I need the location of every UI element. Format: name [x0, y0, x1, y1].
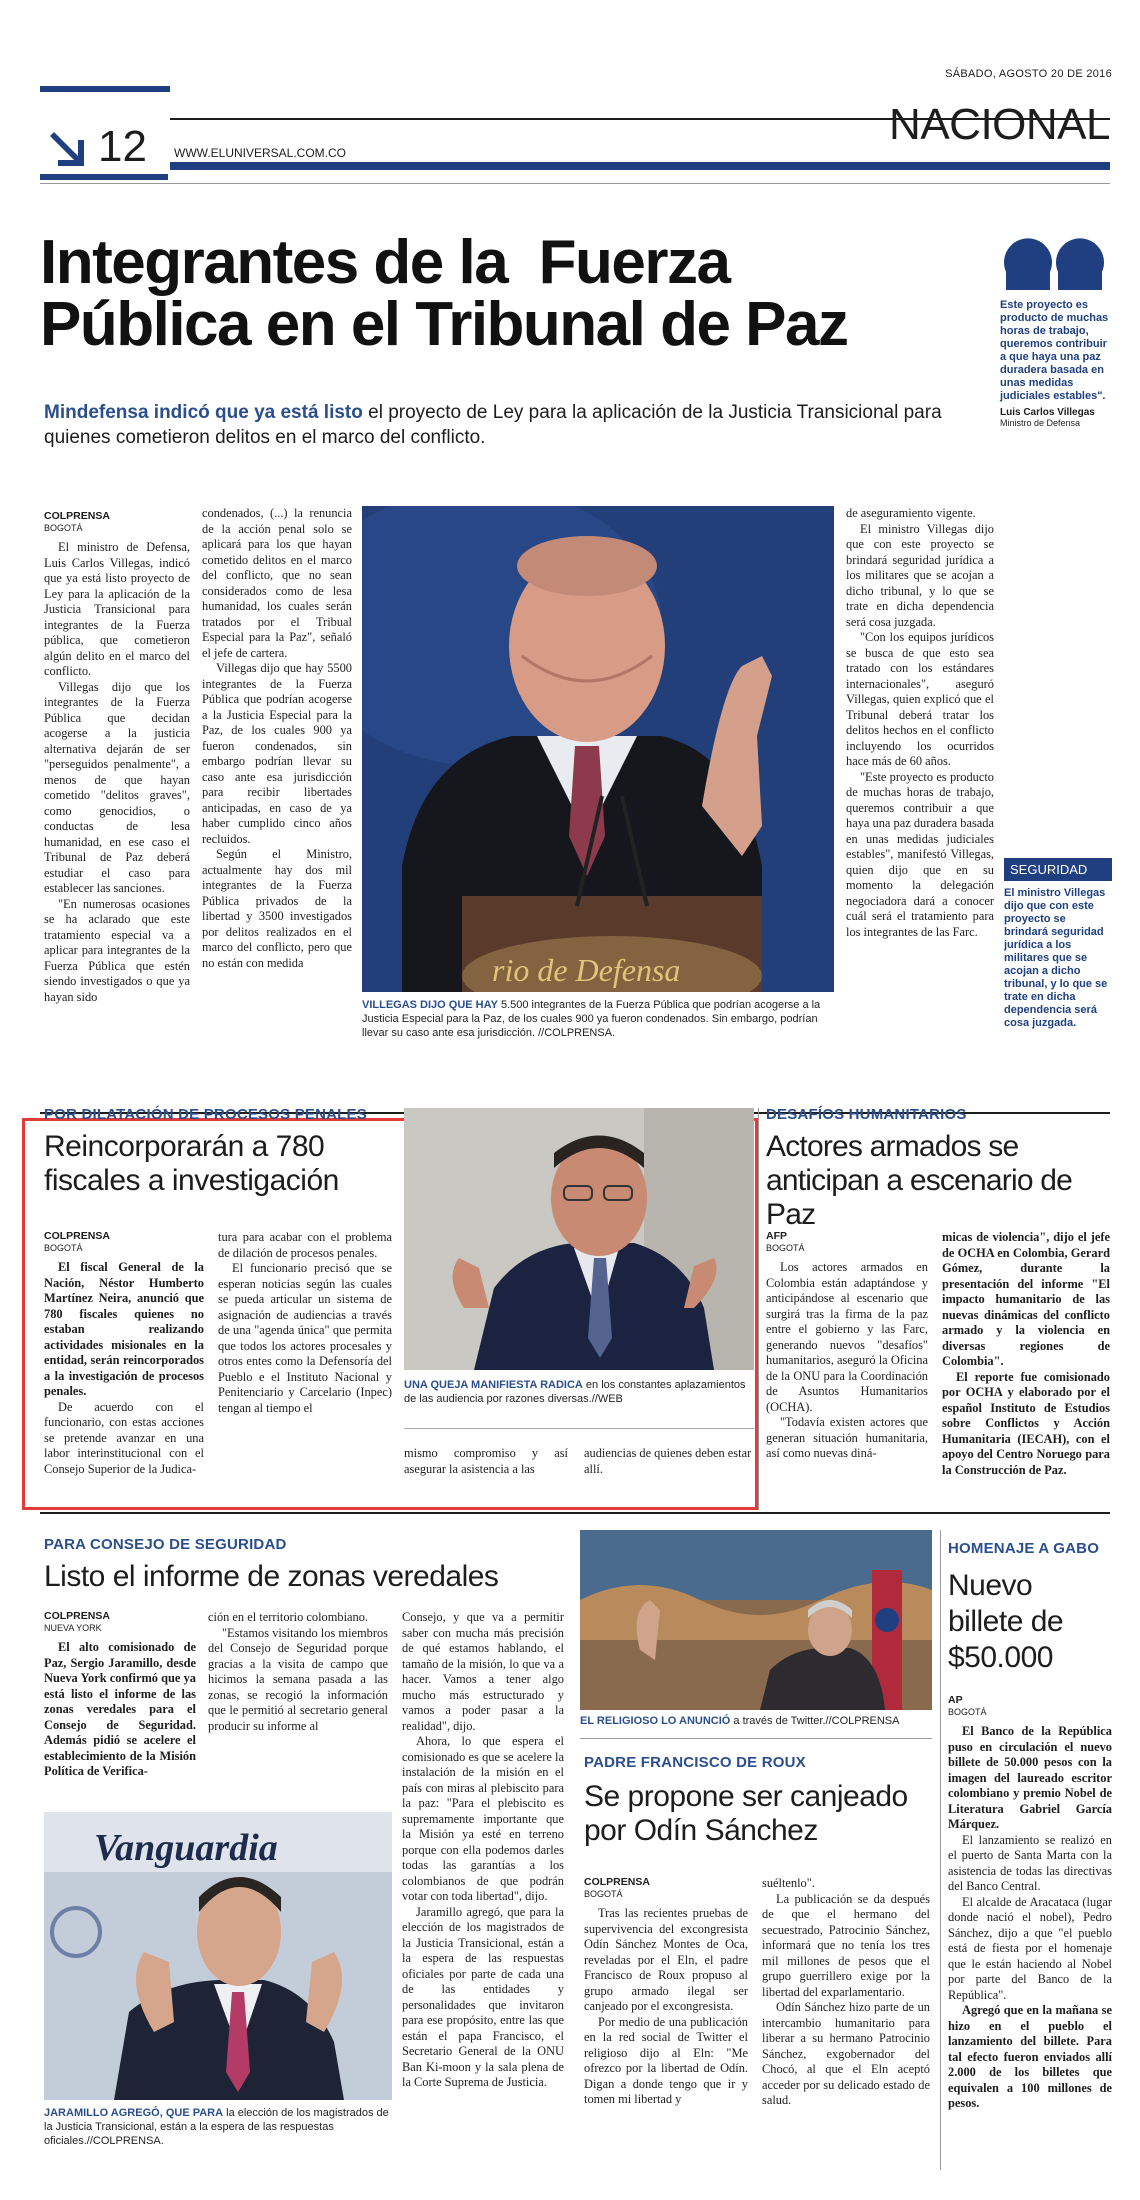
paragraph: micas de violencia", dijo el jefe de OCHA en Colombia, Gerard Gómez, durante la presentación del informe "El impacto humanitario de las nuevas dinámicas del conflicto armado y la violencia en diversas regiones de Colombia". — [942, 1230, 1110, 1368]
paragraph: De acuerdo con el funcionario, con estas acciones se pretende avanzar en una labor interinstitucional con el Consejo Superior de la Judica- — [44, 1399, 204, 1476]
paragraph: Villegas dijo que hay 5500 integrantes de la Fuerza Pública que podrían acogerse a la Justicia Especial para la Paz, de los cuales 900 ya fueron condenados, sin embargo podrían llevar su caso ante esa jurisdicción para recibir libertades anticipadas, en caso de ya haber cumplido cinco años recluidos. — [202, 661, 352, 846]
sidebar-security — [1004, 858, 1112, 1030]
desafios-column-1 — [766, 1230, 928, 1462]
fiscales-kicker: POR DILATACIÓN DE PROCESOS PENALES — [44, 1106, 367, 1123]
paragraph: El funcionario precisó que se esperan noticias según las cuales se pueda articular un sistema de asignación de audiencias a través de una "agenda única" que permita que todos los actores procesales y otros entes como la Defensoría del Pueblo e el Instituto Nacional y Penitenciario y Carcelario (Inpec) tengan al tiempo el — [218, 1261, 392, 1415]
paragraph: Jaramillo agregó, que para la elección de los magistrados de la Justicia Transicional, están a la espera de las respuestas oficiales por parte de cada una de las entidades y personalidades que invitaron para ese propósito, entre las que están el papa Francisco, el Secretario General de la ONU Ban Ki-moon y la sala plena de la Corte Suprema de Justicia. — [402, 1904, 564, 2089]
desafios-column-2 — [942, 1230, 1110, 1478]
paragraph: El ministro Villegas dijo que con este proyecto se brindará seguridad jurídica a los militares que se acojan a dicho tribunal, y lo que se trate en dicha dependencia será cosa juzgada. — [846, 521, 994, 629]
paragraph: Los actores armados en Colombia están adaptándose y anticipándose al escenario que surgirá tras la firma de la paz entre el gobierno y las Farc, generando nuevos "desafíos" humanitarios, aseguró la Oficina de la ONU para la Coordinación de Asuntos Humanitarios (OCHA). — [766, 1260, 928, 1414]
divider-middle — [40, 1512, 1110, 1514]
gabo-kicker: HOMENAJE A GABO — [948, 1540, 1100, 1557]
paragraph: El fiscal General de la Nación, Néstor Humberto Martínez Neira, anunció que 780 fiscales quienes no estaban realizando actividades misionales en la entidad, serán reincorporados a la investigación de procesos penales. — [44, 1260, 204, 1398]
desafios-byline-agency: AFP — [766, 1230, 787, 1242]
pullquote — [1000, 232, 1110, 428]
paragraph: "Con los equipos jurídicos se busca de que esto sea tratado con los estándares internacionales", aseguró Villegas, quien explicó que el Tribunal deberá tratar los delitos hechos en el conflicto incluyendo los ocurridos hace más de 60 años. — [846, 630, 994, 768]
roux-caption-lead: EL RELIGIOSO LO ANUNCIÓ — [580, 1715, 731, 1727]
main-deck — [44, 400, 974, 450]
main-headline-line2: Pública en el Tribunal de Paz — [40, 290, 848, 359]
fiscales-caption-text: en los constantes aplazamientos de las audiencia por razones diversas.//WEB — [404, 1379, 746, 1405]
paragraph: El alcalde de Aracataca (lugar donde nació el nobel), Pedro Sánchez, dijo a que "el pueblo está de fiesta por el homenaje que le están haciendo al Nobel por parte del Banco de la República". — [948, 1894, 1112, 2002]
gabo-headline: Nuevo billete de $50.000 — [948, 1569, 1064, 1674]
pullquote-role: Ministro de Defensa — [1000, 418, 1081, 428]
roux-photo-illustration — [580, 1530, 932, 1710]
gabo-divider — [940, 1530, 941, 2170]
roux-column-1 — [584, 1876, 748, 2108]
sidebar-label: SEGURIDAD — [1004, 858, 1112, 881]
paragraph: Ahora, lo que espera el comisionado es que se acelere la instalación de la misión en el país con miras al plebiscito para la paz: "Para el plebiscito es supremamente importante que la Misión ya esté en terreno porque con ella podemos darles todas las garantías a los colombianos de que podrán votar con toda libertad", dijo. — [402, 1734, 564, 1903]
roux-kicker: PADRE FRANCISCO DE ROUX — [584, 1754, 806, 1771]
zonas-column-1 — [44, 1610, 196, 1780]
edition-date: SÁBADO, AGOSTO 20 DE 2016 — [945, 68, 1112, 80]
section-name: NACIONAL — [889, 100, 1110, 149]
fiscales-photo-caption — [404, 1378, 754, 1406]
paragraph: "Todavía existen actores que generan situación humanitaria, así como nuevas diná- — [766, 1415, 928, 1460]
main-byline-agency: COLPRENSA — [44, 510, 110, 522]
fiscales-caption-rule — [404, 1428, 754, 1429]
fiscales-photo — [404, 1108, 754, 1370]
fiscales-byline-city: BOGOTÁ — [44, 1243, 83, 1253]
desafios-divider — [758, 1108, 759, 1510]
main-column-2 — [202, 506, 352, 971]
fiscales-byline-agency: COLPRENSA — [44, 1230, 110, 1242]
main-caption-lead: VILLEGAS DIJO QUE HAY — [362, 999, 498, 1011]
paragraph: Consejo, y que va a permitir saber con mucha más precisión de qué estamos hablando, el tamaño de la misión, lo que va a hacer. Vamos a tener algo mucho más estructurado y vamos a poder pasar a la realidad", dijo. — [402, 1610, 564, 1733]
roux-column-2 — [762, 1876, 930, 2109]
main-headline — [40, 228, 990, 359]
arrow-icon — [46, 128, 90, 172]
paragraph: El Banco de la República puso en circulación el nuevo billete de 50.000 pesos con la imagen del laureado escritor colombiano y premio Nobel de Literatura Gabriel García Márquez. — [948, 1724, 1112, 1831]
gabo-byline-city: BOGOTÁ — [948, 1707, 987, 1717]
zonas-caption-text: la elección de los magistrados de la Justicia Transicional, están a la espera de las respuestas oficiales.//COLPRENSA. — [44, 2107, 389, 2147]
podium-text: rio de Defensa — [492, 952, 681, 988]
paragraph: Tras las recientes pruebas de supervivencia del excongresista Odín Sánchez Montes de Oca, reveladas por el Eln, el padre Francisco de Roux propuso al grupo armado ilegal ser canjeado por el excongresista. — [584, 1906, 748, 2013]
fiscales-column-1 — [44, 1230, 204, 1477]
paragraph: Odín Sánchez hizo parte de un intercambio humanitario para liberar a su hermano Patrocinio Sánchez, exgobernador del Chocó, al que el Eln aceptó acceder por su delicado estado de salud. — [762, 2000, 930, 2107]
header-rule-bottom — [170, 162, 1110, 170]
website-url[interactable]: WWW.ELUNIVERSAL.COM.CO — [174, 146, 347, 160]
paragraph: de aseguramiento vigente. — [846, 506, 976, 520]
paragraph: "En numerosas ocasiones se ha aclarado que este tratamiento especial va a aplicar para integrantes de la Fuerza Pública que estén siendo investigados o que ya hayan sido — [44, 896, 190, 1004]
zonas-column-3 — [402, 1610, 564, 2091]
roux-caption-text: a través de Twitter.//COLPRENSA — [730, 1715, 900, 1727]
main-deck-lead: Mindefensa indicó que ya está listo — [44, 402, 363, 423]
page-number-box — [40, 118, 168, 180]
pullquote-author: Luis Carlos Villegas — [1000, 407, 1095, 418]
paragraph: Agregó que en la mañana se hizo en el pueblo el lanzamiento del billete. Para tal efecto fueron enviados allí 2.000 de los billetes que equivalen a 100 millones de pesos. — [948, 2003, 1112, 2110]
paragraph: La publicación se da después de que el hermano del secuestrado, Patrocinio Sánchez, informará que no tenía los tres mil millones de pesos que el grupo guerrillero exige por la libertad del exparlamentario. — [762, 1891, 930, 1999]
zonas-caption-lead: JARAMILLO AGREGÓ, QUE PARA — [44, 2107, 224, 2119]
paragraph: El reporte fue comisionado por OCHA y elaborado por el español Instituto de Estudios sobre Conflictos y Acción Humanitaria (IECAH), con el apoyo del Centro Noruego para la Construcción de Paz. — [942, 1369, 1110, 1477]
main-photo — [362, 506, 834, 992]
roux-byline-agency: COLPRENSA — [584, 1876, 650, 1888]
main-column-3 — [846, 506, 994, 940]
main-column-1 — [44, 510, 190, 1005]
minister-photo-illustration — [362, 506, 834, 992]
header-rule-under — [40, 183, 1110, 184]
paragraph: El ministro de Defensa, Luis Carlos Villegas, indicó que ya está listo proyecto de Ley para la aplicación de la Justicia Transicional para integrantes de la Fuerza pública, que cometieron algún delito en el marco del conflicto. — [44, 540, 190, 678]
main-byline-city: BOGOTÁ — [44, 523, 83, 533]
fiscal-photo-illustration — [404, 1108, 754, 1370]
fiscales-bottom-left: mismo compromiso y así asegurar la asistencia a las — [404, 1446, 568, 1476]
fiscales-caption-lead: UNA QUEJA MANIFIESTA RADICA — [404, 1379, 583, 1391]
zonas-photo-sign: Vanguardia — [94, 1827, 278, 1869]
zonas-byline-city: NUEVA YORK — [44, 1623, 102, 1633]
zonas-byline-agency: COLPRENSA — [44, 1610, 110, 1622]
roux-photo-caption — [580, 1714, 932, 1728]
paragraph: "Estamos visitando los miembros del Consejo de Seguridad porque gracias a la visita de campo que hicimos la semana pasada a las zonas, se recogió la información que le permitió al secretario general producir su informe al — [208, 1625, 388, 1733]
roux-photo — [580, 1530, 932, 1710]
zonas-column-2 — [208, 1610, 388, 1734]
fiscales-bottom-right: audiencias de quienes deben estar allí. — [584, 1446, 752, 1476]
zonas-headline: Listo el informe de zonas veredales — [44, 1560, 499, 1593]
desafios-kicker: DESAFÍOS HUMANITARIOS — [766, 1106, 967, 1123]
fiscales-headline: Reincorporarán a 780 fiscales a investigación — [44, 1130, 339, 1197]
gabo-byline-agency: AP — [948, 1694, 963, 1706]
paragraph: "Este proyecto es producto de muchas horas de trabajo, queremos contribuir a que haya una paz duradera basada en unas medidas judiciales estables", manifestó Villegas, quien dijo que en su momento la delegación negociadora dará a conocer cuál será el tratamiento para los integrantes de las Farc. — [846, 769, 994, 939]
main-headline-line1: Integrantes de la Fuerza — [40, 228, 730, 297]
paragraph: condenados, (...) la renuncia de la acción penal solo se aplicará para los que hayan cometido delitos en el marco del conflicto, que no sean considerados como de lesa humanidad, los cuales serán tratados por el Tribual Especial para la Paz", señaló el jefe de cartera. — [202, 506, 352, 660]
paragraph: El lanzamiento se realizó en el puerto de Santa Marta con la asistencia de todas las directivas del Banco Central. — [948, 1832, 1112, 1893]
zonas-photo-caption — [44, 2106, 392, 2148]
zonas-photo — [44, 1812, 392, 2100]
paragraph: ción en el territorio colombiano. — [208, 1610, 368, 1624]
roux-headline: Se propone ser canjeado por Odín Sánchez — [584, 1780, 908, 1847]
paragraph: El alto comisionado de Paz, Sergio Jaramillo, desde Nueva York confirmó que ya está listo el informe de las zonas veredales para el Consejo de Seguridad. Además pidió se acelere el establecimiento de la Misión Política de Verifica- — [44, 1640, 196, 1778]
main-deck-text: el proyecto de Ley para la aplicación de la Justicia Transicional para quienes cometieron delitos en el marco del conflicto. — [44, 402, 942, 448]
header-rule-top — [40, 86, 170, 92]
paragraph: Villegas dijo que los integrantes de la Fuerza Pública que decidan acogerse a la justicia alternativa dejarán de ser "perseguidos penalmente", a menos de que hayan cometido "delitos graves", como genocidios, o conductas de lesa humanidad, en ese caso el Tribunal de Paz deberá estudiar el caso para establecer las sanciones. — [44, 679, 190, 895]
roux-rule — [580, 1738, 932, 1739]
paragraph: suéltenlo". — [762, 1876, 815, 1890]
desafios-byline-city: BOGOTÁ — [766, 1243, 805, 1253]
fiscales-column-2 — [218, 1230, 392, 1416]
paragraph: tura para acabar con el problema de dilación de procesos penales. — [218, 1230, 392, 1260]
zonas-kicker: PARA CONSEJO DE SEGURIDAD — [44, 1536, 287, 1553]
paragraph: Según el Ministro, actualmente hay dos mil integrantes de la Fuerza Pública privados de la libertad y 3500 investigados por delitos realizados en el marco del conflicto, pero que no están con medida — [202, 847, 352, 970]
main-photo-caption — [362, 998, 834, 1040]
sidebar-text: El ministro Villegas dijo que con este proyecto se brindará seguridad jurídica a los militares que se acojan a dicho tribunal, y lo que se trate en dicha dependencia será cosa juzgada. — [1004, 887, 1108, 1029]
page-number: 12 — [98, 122, 147, 171]
desafios-headline: Actores armados se anticipan a escenario de Paz — [766, 1130, 1073, 1231]
quote-mark-icon — [1000, 232, 1110, 290]
pullquote-text: Este proyecto es producto de muchas horas de trabajo, queremos contribuir a que haya una paz duradera basada en unas medidas judiciales estables". — [1000, 299, 1109, 402]
paragraph: Por medio de una publicación en la red social de Twitter el religioso dijo al Eln: "Me ofrezco por la libertad de Odín. Digan a donde tengo que ir y tomen mi libertad y — [584, 2014, 748, 2106]
main-caption-text: 5.500 integrantes de la Fuerza Pública que podrían acogerse a la Justicia Especial para la Paz, de los cuales 900 ya fueron condenados. Sin embargo, podrían llevar su caso ante esa jurisdicción. //COLPRENSA. — [362, 999, 821, 1039]
gabo-column-1 — [948, 1694, 1112, 2112]
roux-byline-city: BOGOTÁ — [584, 1889, 623, 1899]
